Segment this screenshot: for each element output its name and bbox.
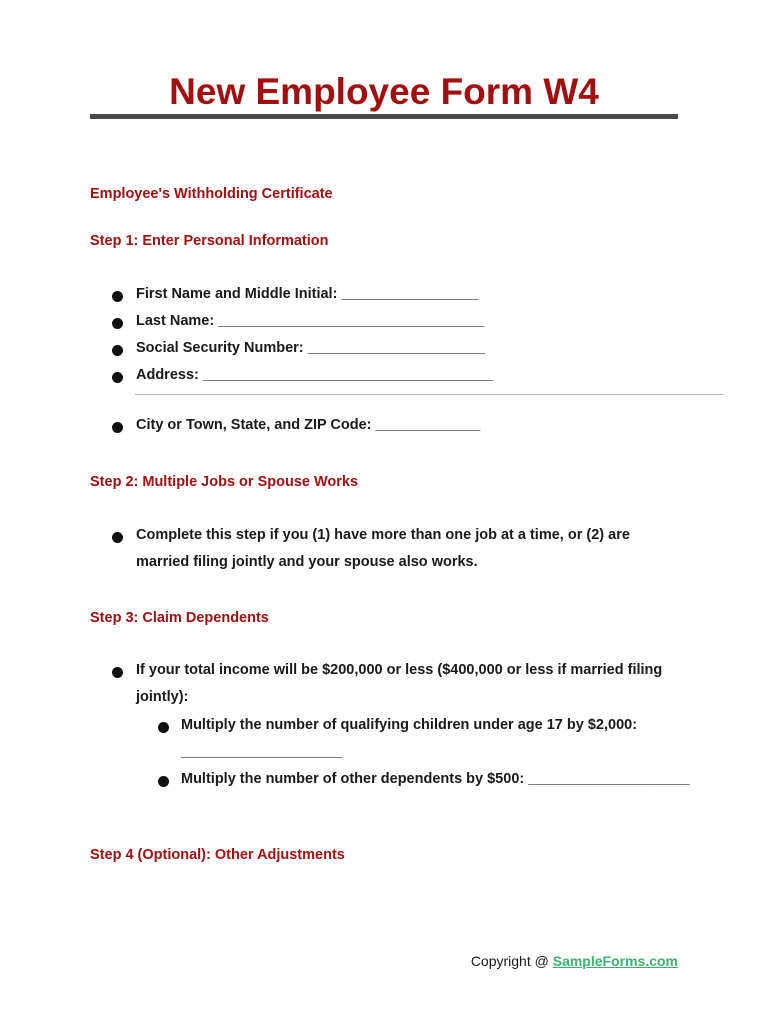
bullet-icon bbox=[112, 532, 123, 543]
step1-heading: Step 1: Enter Personal Information bbox=[90, 233, 329, 249]
step3-children-line2: ____________________ bbox=[181, 744, 343, 760]
step2-heading: Step 2: Multiple Jobs or Spouse Works bbox=[90, 474, 359, 490]
address-divider bbox=[135, 394, 723, 395]
bullet-icon bbox=[112, 345, 123, 356]
field-ssn: Social Security Number: ______________________ bbox=[136, 340, 486, 356]
copyright-text: Copyright @ bbox=[470, 953, 553, 969]
bullet-icon bbox=[112, 318, 123, 329]
field-address: Address: ____________________________________ bbox=[136, 367, 494, 383]
step3-heading: Step 3: Claim Dependents bbox=[90, 610, 269, 626]
field-first-name: First Name and Middle Initial: _________________ bbox=[136, 286, 479, 302]
sampleforms-link[interactable]: SampleForms.com bbox=[552, 953, 678, 969]
bullet-icon bbox=[158, 776, 169, 787]
field-last-name: Last Name: _________________________________ bbox=[136, 313, 485, 329]
page-title: New Employee Form W4 bbox=[169, 71, 599, 112]
bullet-icon bbox=[112, 372, 123, 383]
step4-heading: Step 4 (Optional): Other Adjustments bbox=[90, 847, 345, 863]
field-city-state-zip: City or Town, State, and ZIP Code: _____________ bbox=[136, 417, 481, 433]
copyright-footer bbox=[471, 951, 678, 971]
title-underline bbox=[90, 114, 678, 119]
step3-children-line1: Multiply the number of qualifying children under age 17 by $2,000: bbox=[181, 717, 638, 733]
form-subtitle: Employee's Withholding Certificate bbox=[90, 186, 333, 202]
bullet-icon bbox=[158, 722, 169, 733]
step3-text-line2: jointly): bbox=[136, 689, 189, 705]
bullet-icon bbox=[112, 667, 123, 678]
step2-text-line1: Complete this step if you (1) have more than one job at a time, or (2) are bbox=[136, 527, 630, 543]
bullet-icon bbox=[112, 422, 123, 433]
bullet-icon bbox=[112, 291, 123, 302]
step2-text-line2: married filing jointly and your spouse also works. bbox=[136, 554, 478, 570]
step3-text-line1: If your total income will be $200,000 or less ($400,000 or less if married filing bbox=[136, 662, 663, 678]
step3-other-dependents: Multiply the number of other dependents by $500: ____________________ bbox=[181, 771, 690, 787]
